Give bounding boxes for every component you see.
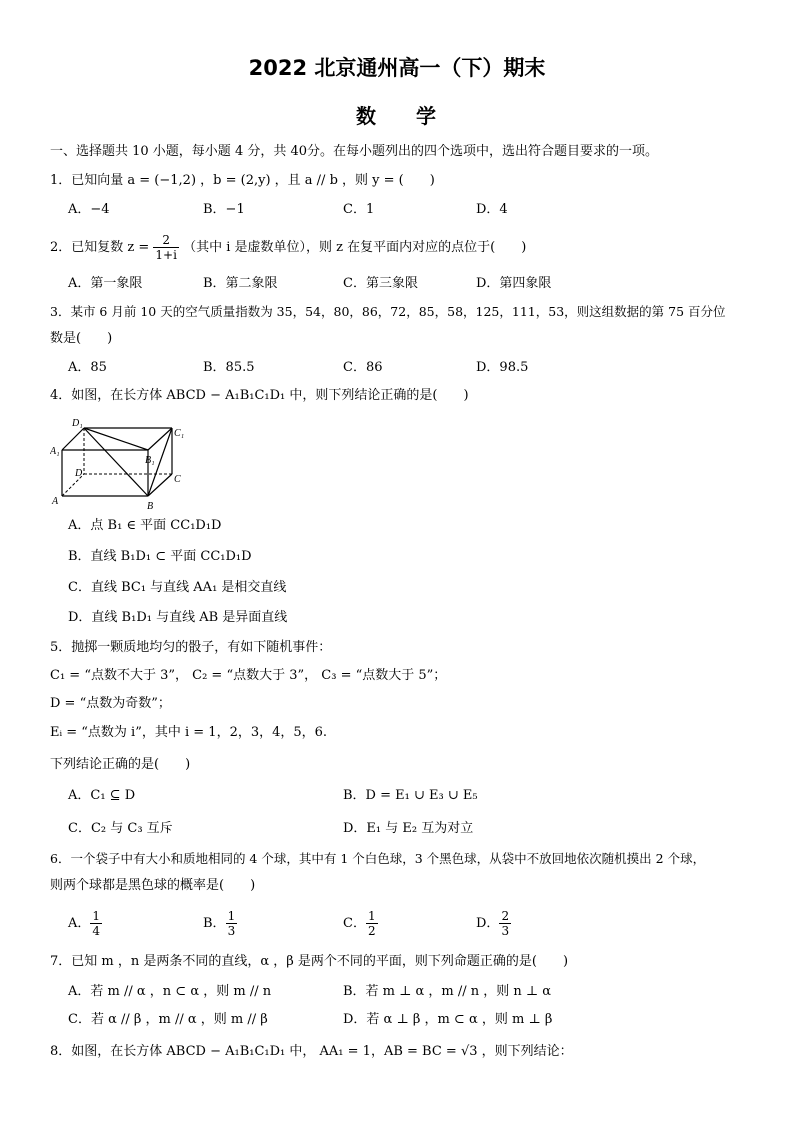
question-4-option-d: D．直线 B₁D₁ 与直线 AB 是异面直线 — [68, 610, 288, 625]
question-1-option-a: A．−4 — [68, 202, 110, 217]
cuboid-figure — [50, 416, 195, 512]
section-heading: 一、选择题共 10 小题，每小题 4 分，共 40分。在每小题列出的四个选项中，选出符合题目要求的一项。 — [50, 144, 659, 159]
question-4-option-a: A．点 B₁ ∈ 平面 CC₁D₁D — [68, 518, 222, 533]
question-6-line-2: 则两个球都是黑色球的概率是( ) — [50, 878, 256, 893]
question-3-line-1: 3．某市 6 月前 10 天的空气质量指数为 35，54，80，86，72，85，58，125，111，53，则这组数据的第 75 百分位 — [50, 304, 726, 319]
question-3-option-a: A．85 — [68, 360, 107, 375]
question-5-option-d: D．E₁ 与 E₂ 互为对立 — [343, 821, 474, 836]
question-7-stem: 7．已知 m ，n 是两条不同的直线，α ，β 是两个不同的平面，则下列命题正确的是( ) — [50, 954, 569, 969]
question-6-option-c — [343, 907, 378, 941]
question-4-stem: 4．如图，在长方体 ABCD − A₁B₁C₁D₁ 中，则下列结论正确的是( ) — [50, 388, 469, 403]
question-5-line-1: C₁ = “点数不大于 3”， C₂ = “点数大于 3”， C₃ = “点数大于 5”； — [50, 668, 447, 683]
question-2-option-a: A．第一象限 — [68, 276, 143, 291]
question-7-option-b: B．若 m ⊥ α ，m // n ，则 n ⊥ α — [343, 984, 552, 999]
question-5-option-c: C．C₂ 与 C₃ 互斥 — [68, 821, 173, 836]
question-3-option-c: C．86 — [343, 360, 383, 375]
question-3-line-2: 数是( ) — [50, 331, 113, 346]
option-b-label: B． — [203, 916, 226, 931]
label-a: A — [52, 496, 59, 507]
option-c-denominator: 2 — [367, 924, 376, 938]
label-d1: D₁ — [72, 418, 83, 429]
option-d-denominator: 3 — [501, 924, 510, 938]
label-b: B — [147, 501, 154, 512]
question-6-option-d — [476, 907, 511, 941]
question-5-option-b: B．D = E₁ ∪ E₃ ∪ E₅ — [343, 788, 478, 803]
label-b1: B₁ — [145, 455, 155, 466]
question-7-option-d: D．若 α ⊥ β ，m ⊂ α ，则 m ⊥ β — [343, 1012, 553, 1027]
option-c-numerator: 1 — [367, 909, 376, 923]
question-3-option-d: D．98.5 — [476, 360, 529, 375]
option-a-numerator: 1 — [92, 909, 101, 923]
exam-title: 2022 北京通州高一（下）期末 — [248, 56, 546, 80]
question-5-stem: 5．抛掷一颗质地均匀的骰子，有如下随机事件： — [50, 640, 332, 655]
question-1-stem: 1．已知向量 a = (−1,2) ，b = (2,y) ，且 a // b ，则 y = ( ) — [50, 173, 435, 188]
option-c-label: C． — [343, 916, 366, 931]
question-6-option-b — [203, 907, 237, 941]
question-2-numerator: 2 — [153, 233, 179, 248]
label-c1: C₁ — [174, 428, 185, 439]
question-4-option-b: B．直线 B₁D₁ ⊂ 平面 CC₁D₁D — [68, 549, 252, 564]
option-b-denominator: 3 — [227, 924, 236, 938]
subject-title: 数学 — [356, 104, 476, 128]
option-c-fraction — [366, 909, 378, 938]
label-d: D — [75, 468, 83, 479]
question-2-denominator: 1+i — [155, 248, 177, 262]
question-1-option-d: D．4 — [476, 202, 508, 217]
question-8-stem: 8．如图，在长方体 ABCD − A₁B₁C₁D₁ 中， AA₁ = 1，AB = BC = √3 ，则下列结论： — [50, 1044, 573, 1059]
question-2-option-d: D．第四象限 — [476, 276, 552, 291]
option-b-fraction — [226, 909, 238, 938]
label-c: C — [174, 474, 181, 485]
question-6-line-1: 6．一个袋子中有大小和质地相同的 4 个球，其中有 1 个白色球，3 个黑色球，从袋中不放回地依次随机摸出 2 个球， — [50, 851, 706, 866]
edge-a1-d1 — [62, 428, 84, 450]
question-1-option-b: B．−1 — [203, 202, 245, 217]
question-5-line-2: D = “点数为奇数”； — [50, 696, 171, 711]
question-2-option-c: C．第三象限 — [343, 276, 418, 291]
option-a-denominator: 4 — [92, 924, 101, 938]
question-6-option-a — [68, 907, 102, 941]
diagonal-d1-b — [84, 428, 148, 496]
option-a-label: A． — [68, 916, 91, 931]
question-2-fraction — [153, 233, 179, 262]
question-5-option-a: A．C₁ ⊆ D — [68, 788, 136, 803]
option-b-numerator: 1 — [227, 909, 236, 923]
question-5-line-3: Eᵢ = “点数为 i”，其中 i = 1，2，3，4，5，6. — [50, 725, 328, 740]
question-2-stem-b: （其中 i 是虚数单位），则 z 在复平面内对应的点位于( ) — [183, 240, 527, 255]
option-d-numerator: 2 — [501, 909, 510, 923]
question-4-option-c: C．直线 BC₁ 与直线 AA₁ 是相交直线 — [68, 580, 287, 595]
question-3-option-b: B．85.5 — [203, 360, 255, 375]
question-2-stem — [50, 230, 526, 266]
label-a1: A₁ — [50, 446, 60, 457]
question-7-option-a: A．若 m // α ，n ⊂ α ，则 m // n — [68, 984, 272, 999]
question-2-option-b: B．第二象限 — [203, 276, 278, 291]
question-2-stem-a: 2．已知复数 z = — [50, 240, 150, 255]
option-d-fraction — [499, 909, 511, 938]
question-1-option-c: C．1 — [343, 202, 375, 217]
question-7-option-c: C．若 α // β ，m // α ，则 m // β — [68, 1012, 268, 1027]
option-a-fraction — [90, 909, 102, 938]
option-d-label: D． — [476, 916, 500, 931]
question-5-line-4: 下列结论正确的是( ) — [50, 757, 191, 772]
